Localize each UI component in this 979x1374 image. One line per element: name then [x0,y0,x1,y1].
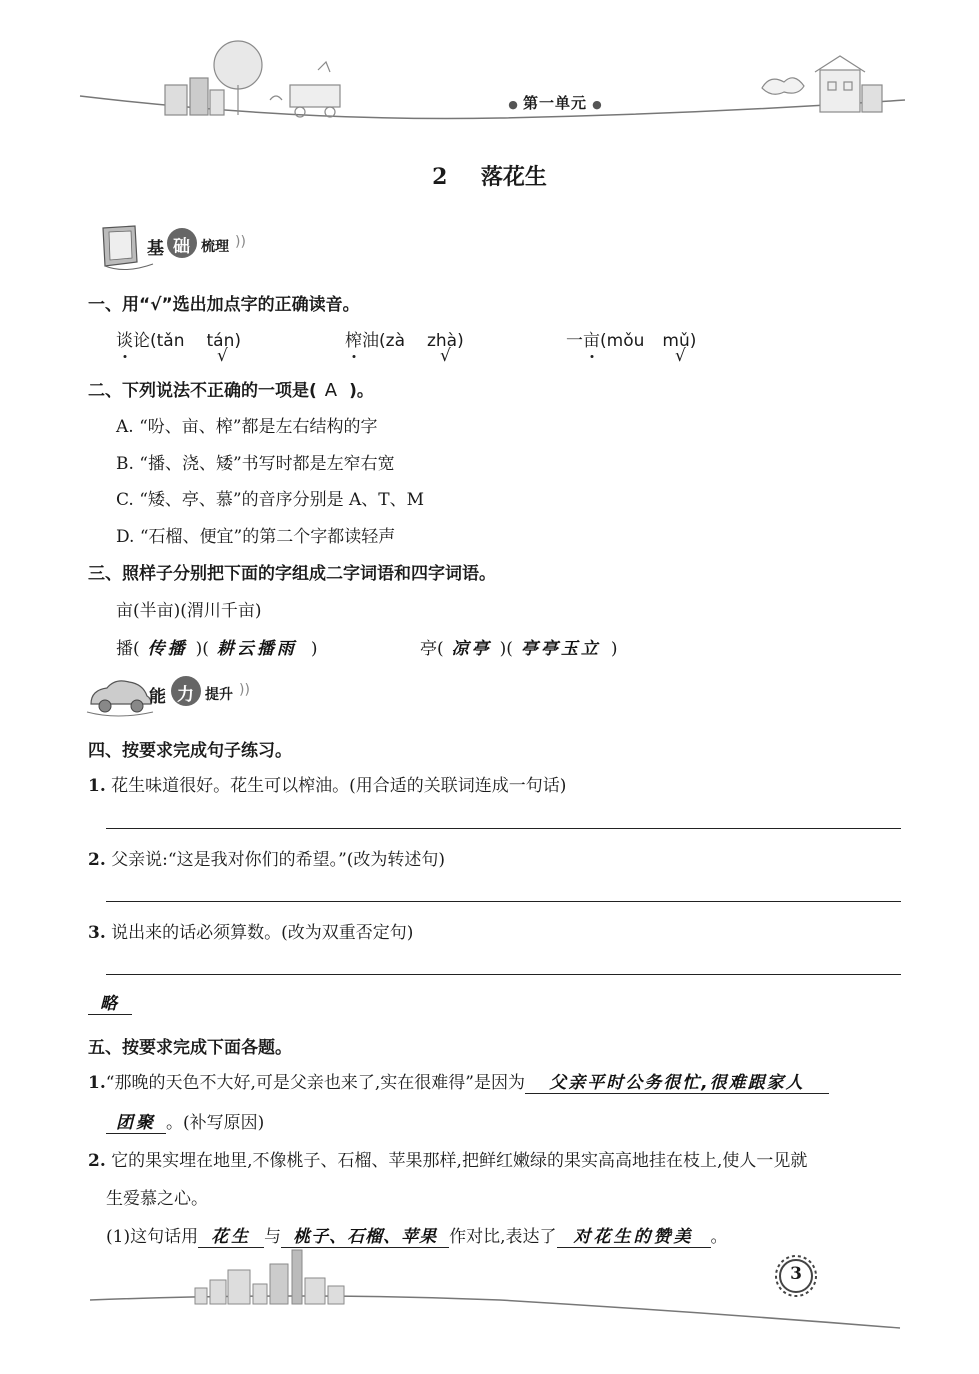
unit-label: ● 第一单元 ● [508,94,602,112]
section-badge-ability [85,670,285,718]
q1-item-3-prefix: 一 [566,331,583,351]
q5-sub-mid-1: 与 [264,1227,282,1247]
footer-decoration [0,1240,979,1350]
q3-answer-2: 耕云播雨 [216,639,297,659]
q5-item-1-cont [106,1108,264,1134]
q1-item-2-check: √ [440,346,451,366]
q4-note-text: 略 [88,994,132,1015]
q5-item-1-answer-2: 团聚 [106,1113,166,1134]
q1-item-1-opt2: tán [206,331,235,351]
q1-item-1-dotted: 谈 [116,331,133,351]
page-number-badge [770,1250,822,1302]
section-badge-basic [95,222,285,272]
q3-title: 三、照样子分别把下面的字组成二字词语和四字词语。 [88,564,496,584]
q2-title-post: )。 [349,381,374,401]
q4-item-1-num: 1. [88,776,106,796]
q2-option-b: B. “播、浇、矮”书写时都是左窄右宽 [116,454,395,474]
q5-item-2-num: 2. [88,1151,106,1171]
q3-char-2: 亭( [420,639,444,659]
q3-answer-4: 亭亭玉立 [520,639,601,659]
q5-sub-answer-2: 桃子、石榴、苹果 [281,1227,449,1248]
q4-note [88,994,132,1015]
q4-answer-line-1 [106,828,901,829]
q1-item-3-check: √ [675,346,686,366]
q3-char-1: 播( [116,639,140,659]
q4-item-3-num: 3. [88,923,106,943]
ability-part1: 能 [149,687,166,707]
q3-answer-row-2 [420,634,618,659]
lesson-number: 2 [432,164,448,190]
q5-item-1-pre: “那晚的天色不大好,可是父亲也来了,实在很难得”是因为 [105,1073,525,1093]
q4-item-2-text: 父亲说:“这是我对你们的希望。”(改为转述句) [111,850,446,870]
basic-part3: 梳理 [201,239,229,255]
q1-item-2: 榨油(zà zhà) [345,331,464,351]
q1-item-3-dotted: 亩 [583,331,600,351]
q1-item-2-dotted: 榨 [345,331,362,351]
q4-answer-line-2 [106,901,901,902]
lesson-title [0,160,979,191]
header-decoration [0,30,979,130]
q2-option-a: A. “吩、亩、榨”都是左右结构的字 [116,417,378,437]
q1-item-2-opt2: zhà [426,331,458,351]
q1-item-3-opt2: mǔ [662,331,690,351]
q5-item-2-line-2: 生爱慕之心。 [106,1189,208,1209]
q1-item-2-opt1: zà [385,331,405,351]
unit-text: 第一单元 [522,94,587,112]
q4-item-3-text: 说出来的话必须算数。(改为双重否定句) [111,923,414,943]
q1-item-1-opt1: tǎn [156,331,185,351]
q4-item-3 [88,918,413,943]
basic-part2: 础 [173,237,190,257]
q2-title [88,376,374,401]
q3-answer-1: 传播 [147,639,188,659]
q1-item-3: 一亩(mǒu mǔ) [566,331,697,351]
lesson-name: 落花生 [480,164,547,190]
q5-sub-post: 。 [710,1227,728,1247]
q5-sub-answer-3: 对花生的赞美 [557,1227,711,1248]
q1-item-1: 谈论(tǎn tán) [116,331,241,351]
q3-end-2: ) [610,639,618,659]
q1-title: 一、用“√”选出加点字的正确读音。 [88,295,360,315]
q4-item-2 [88,845,445,870]
q2-title-pre: 二、下列说法不正确的一项是( [88,381,317,401]
q2-option-d: D. “石榴、便宜”的第二个字都读轻声 [116,527,396,547]
q1-item-2-rest: 油 [362,331,379,351]
q4-item-2-num: 2. [88,850,106,870]
q1-item-3-opt1: mǒu [606,331,645,351]
q3-end-1: ) [310,639,318,659]
q3-mid-2: )( [499,639,513,659]
q2-option-c: C. “矮、亭、慕”的音序分别是 A、T、M [116,490,425,510]
q3-example: 亩(半亩)(渭川千亩) [116,601,262,621]
q5-title: 五、按要求完成下面各题。 [88,1038,292,1058]
q4-title: 四、按要求完成句子练习。 [88,741,292,761]
book-icon [95,222,155,272]
ability-part2: 力 [177,685,194,705]
q4-answer-line-3 [106,974,901,975]
ability-waves: )) [239,682,250,698]
q5-item-2-line-1 [88,1146,807,1171]
car-icon [85,674,155,718]
q5-item-1-post: 。(补写原因) [166,1113,265,1133]
q4-item-1-text: 花生味道很好。花生可以榨油。(用合适的关联词连成一句话) [111,776,567,796]
q4-item-1 [88,771,566,796]
q1-item-1-rest: 论 [133,331,150,351]
ability-part3: 提升 [205,687,233,703]
q3-answer-3: 凉亭 [451,639,492,659]
q3-answer-row-1 [116,634,318,659]
q5-sub-mid-2: 作对比,表达了 [449,1227,557,1247]
q5-sub-pre: (1)这句话用 [106,1227,199,1247]
q5-sub-answer-1: 花生 [198,1227,264,1248]
q5-item-2-text-1: 它的果实埋在地里,不像桃子、石榴、苹果那样,把鲜红嫩绿的果实高高地挂在枝上,使人一见就 [111,1151,808,1171]
q5-item-1-num: 1. [88,1073,106,1093]
q5-item-1 [88,1068,908,1094]
q1-item-1-check: √ [217,346,228,366]
q2-answer: A [324,380,338,401]
basic-part1: 基 [147,239,164,259]
page-number: 3 [790,1264,802,1284]
q5-item-1-answer-1: 父亲平时公务很忙,很难跟家人 [525,1073,829,1094]
q3-mid-1: )( [195,639,209,659]
basic-waves: )) [235,234,246,250]
